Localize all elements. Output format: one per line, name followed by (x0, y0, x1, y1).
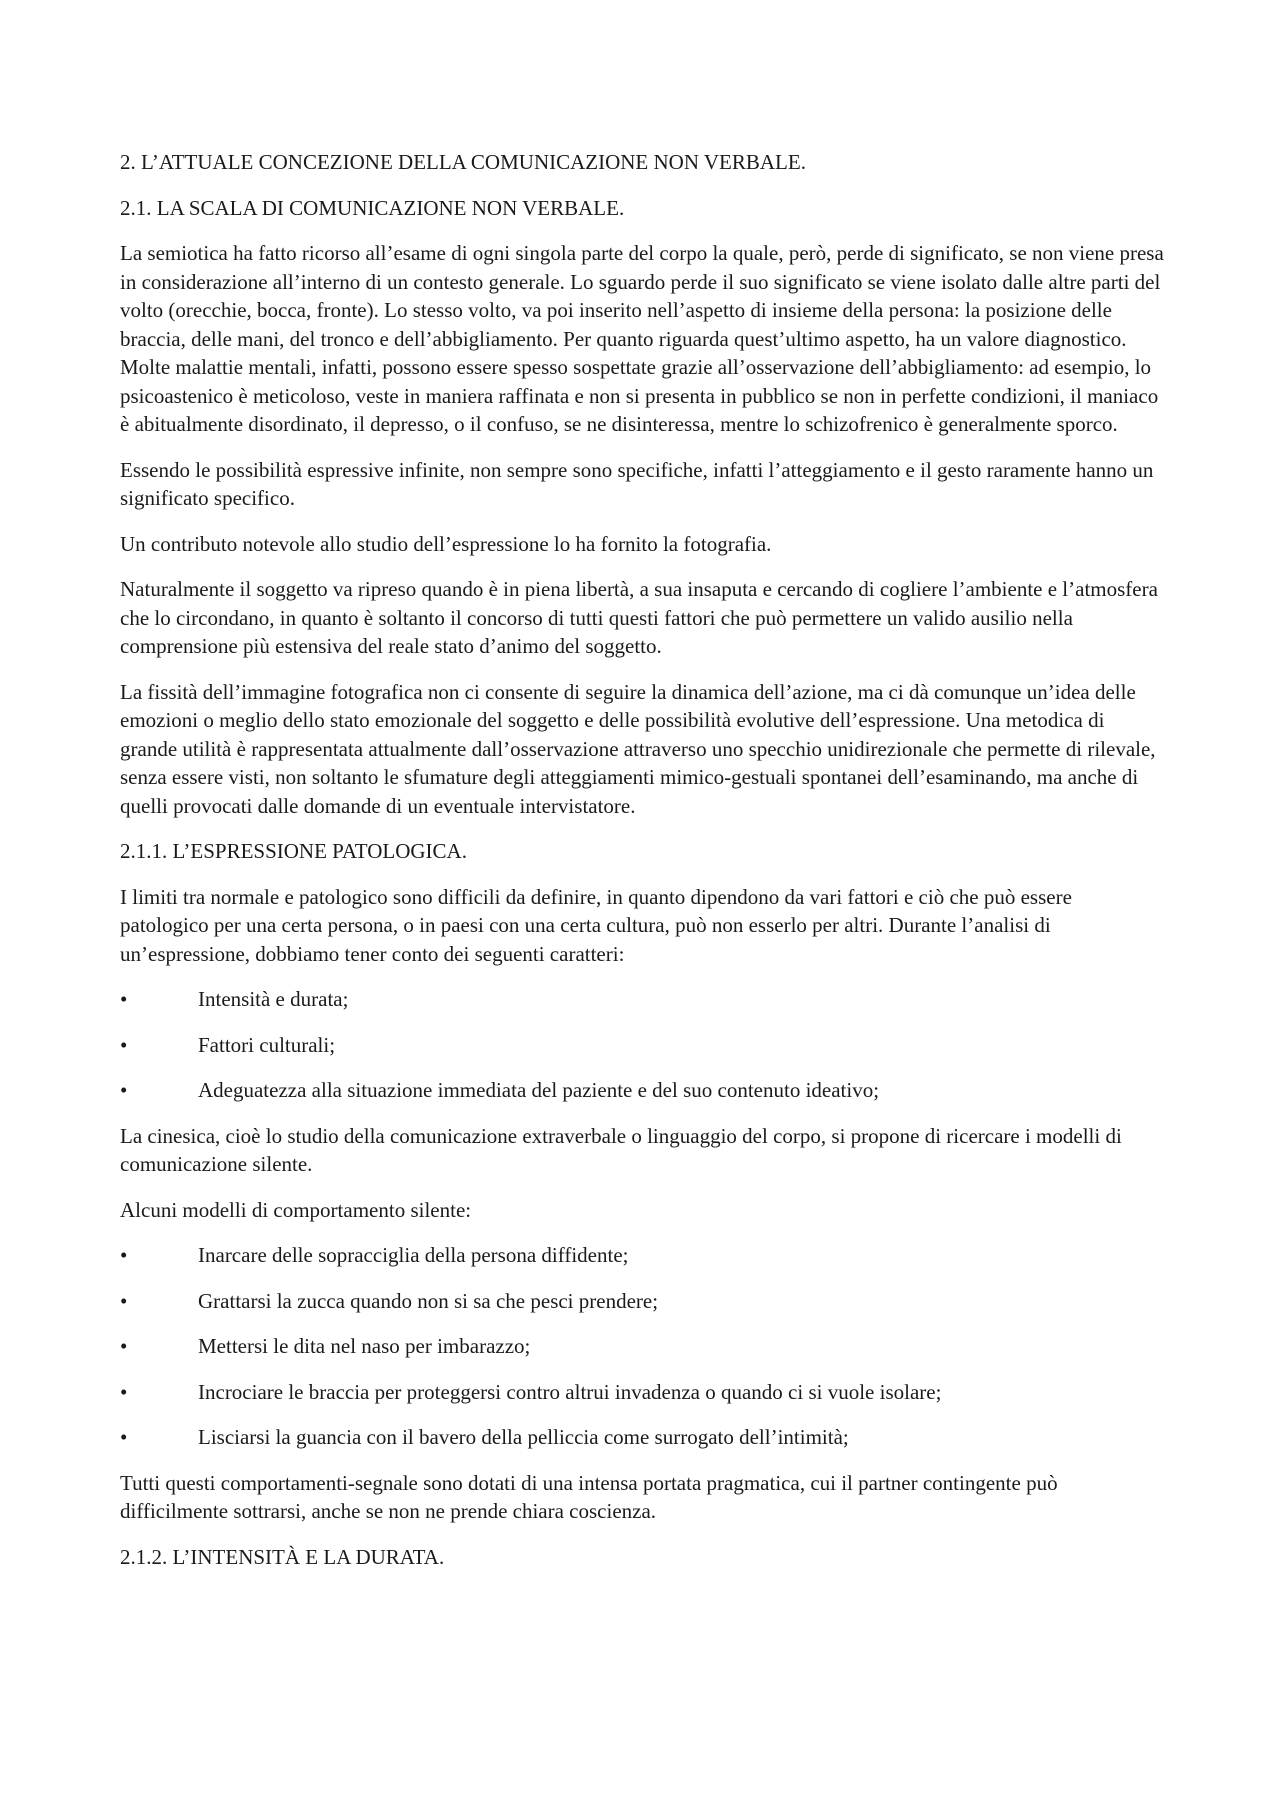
list-item (120, 985, 1164, 1014)
document-page (120, 148, 1164, 1588)
paragraph: La semiotica ha fatto ricorso all’esame di ogni singola parte del corpo la quale, però, perde di significato, se non viene presa in considerazione all’interno di un contesto generale. Lo sguardo perde il suo significato se viene isolato dalle altre parti del volto (orecchie, bocca, fronte). Lo stesso volto, va poi inserito nell’aspetto di insieme della persona: la posizione delle braccia, delle mani, del tronco e dell’abbigliamento. Per quanto riguarda quest’ultimo aspetto, ha un valore diagnostico. Molte malattie mentali, infatti, possono essere spesso sospettate grazie all’osservazione dell’abbigliamento: ad esempio, lo psicoastenico è meticoloso, veste in maniera raffinata e non si presenta in pubblico se non in perfette condizioni, il maniaco è abitualmente disordinato, il depresso, o il confuso, se ne disinteressa, mentre lo schizofrenico è generalmente sporco. (120, 241, 1164, 436)
paragraph: Un contributo notevole allo studio dell’espressione lo ha fornito la fotografia. (120, 531, 772, 556)
list-item-text: Grattarsi la zucca quando non si sa che pesci prendere; (198, 1288, 659, 1313)
list-item (120, 1378, 1164, 1407)
bullet-icon: • (120, 1334, 128, 1358)
section-heading-2-1: 2.1. LA SCALA DI COMUNICAZIONE NON VERBALE. (120, 195, 625, 220)
section-heading-2-1-2: 2.1.2. L’INTENSITÀ E LA DURATA. (120, 1544, 445, 1569)
list-item-text: Lisciarsi la guancia con il bavero della pelliccia come surrogato dell’intimità; (198, 1425, 849, 1449)
paragraph: Alcuni modelli di comportamento silente: (120, 1197, 472, 1222)
paragraph: La fissità dell’immagine fotografica non ci consente di seguire la dinamica dell’azione, ma ci dà comunque un’idea delle emozioni o meglio dello stato emozionale del soggetto e delle possibilità evolutive dell’espressione. Una metodica di grande utilità è rappresentata attualmente dall’osservazione attraverso uno specchio unidirezionale che permette di rilevale, senza essere visti, non soltanto le sfumature degli atteggiamenti mimico-gestuali spontanei dell’esaminando, ma anche di quelli provocati dalle domande di un eventuale intervistatore. (120, 679, 1156, 818)
section-heading-2: 2. L’ATTUALE CONCEZIONE DELLA COMUNICAZIONE NON VERBALE. (120, 150, 806, 174)
list-item (120, 1287, 1164, 1316)
list-item-text: Fattori culturali; (198, 1032, 336, 1057)
list-item (120, 1031, 1164, 1060)
bullet-icon: • (120, 1425, 128, 1449)
list-item (120, 1332, 1164, 1361)
bullet-icon: • (120, 1288, 128, 1313)
list-item-text: Adeguatezza alla situazione immediata del paziente e del suo contenuto ideativo; (198, 1078, 880, 1102)
list-item-text: Incrociare le braccia per proteggersi contro altrui invadenza o quando ci si vuole isolare; (198, 1379, 942, 1404)
list-item-text: Intensità e durata; (198, 987, 349, 1011)
list-item (120, 1241, 1164, 1270)
paragraph: Naturalmente il soggetto va ripreso quando è in piena libertà, a sua insaputa e cercando di cogliere l’ambiente e l’atmosfera che lo circondano, in quanto è soltanto il concorso di tutti questi fattori che può permettere un valido ausilio nella comprensione più estensiva del reale stato d’animo del soggetto. (120, 577, 1158, 658)
list-item-text: Mettersi le dita nel naso per imbarazzo; (198, 1334, 531, 1358)
list-item (120, 1423, 1164, 1452)
bullet-icon: • (120, 1032, 128, 1057)
bullet-icon: • (120, 1243, 128, 1267)
bullet-icon: • (120, 987, 128, 1011)
bullet-list-modelli (120, 1241, 1164, 1452)
bullet-icon: • (120, 1379, 128, 1404)
list-item-text: Inarcare delle sopracciglia della persona diffidente; (198, 1243, 629, 1267)
bullet-icon: • (120, 1078, 128, 1102)
paragraph: La cinesica, cioè lo studio della comunicazione extraverbale o linguaggio del corpo, si propone di ricercare i modelli di comunicazione silente. (120, 1123, 1122, 1176)
bullet-list-caratteri (120, 985, 1164, 1105)
section-heading-2-1-1: 2.1.1. L’ESPRESSIONE PATOLOGICA. (120, 839, 467, 863)
paragraph: Essendo le possibilità espressive infinite, non sempre sono specifiche, infatti l’atteggiamento e il gesto raramente hanno un significato specifico. (120, 457, 1154, 510)
list-item (120, 1076, 1164, 1105)
paragraph: I limiti tra normale e patologico sono difficili da definire, in quanto dipendono da vari fattori e ciò che può essere patologico per una certa persona, o in paesi con una certa cultura, può non esserlo per altri. Durante l’analisi di un’espressione, dobbiamo tener conto dei seguenti caratteri: (120, 884, 1072, 966)
paragraph: Tutti questi comportamenti-segnale sono dotati di una intensa portata pragmatica, cui il partner contingente può difficilmente sottrarsi, anche se non ne prende chiara coscienza. (120, 1470, 1058, 1523)
